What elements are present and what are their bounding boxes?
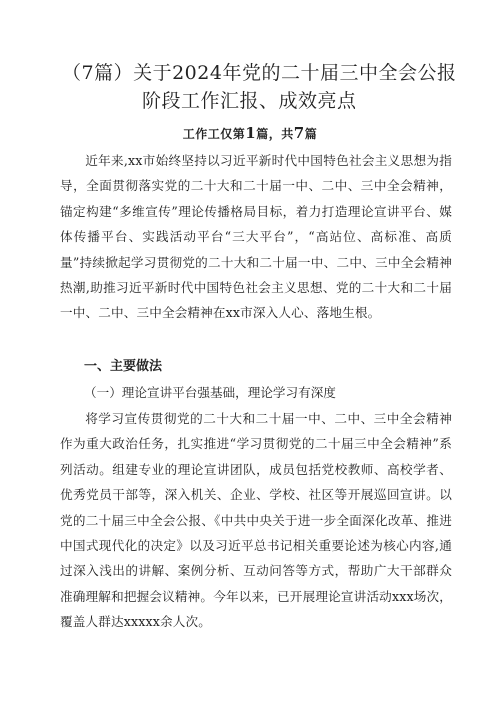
document-title-line-2: 阶段工作汇报、成效亮点 (142, 90, 357, 112)
meta-middle: 篇，共 (256, 127, 294, 141)
meta-prefix: 工作工仅第 (182, 127, 246, 141)
meta-page-number: 1 (245, 124, 257, 142)
meta-suffix: 篇 (304, 127, 318, 141)
intro-paragraph: 近年来,xx市始终坚持以习近平新时代中国特色社会主义思想为指导，全面贯彻落实党的二十大和二十届一中、二中、三中全会精神，锚定构建“多维宣传”理论传播格局目标，着力打造理论宣讲平台、媒体传播平台、实践活动平台“三大平台”，“高站位、高标准、高质量”持续掀起学习贯彻党的二十大和二十届一中、二中、三中全会精神热潮,助推习近平新时代中国特色社会主义思想、党的二十大和二十届一中、二中、三中全会精神在xx市深入人心、落地生根。 (60, 153, 452, 321)
body-paragraph: 将学习宣传贯彻党的二十大和二十届一中、二中、三中全会精神作为重大政治任务，扎实推进“学习贯彻党的二十届三中全会精神”系列活动。组建专业的理论宣讲团队，成员包括党校教师、高校学者、优秀党员干部等，深入机关、企业、学校、社区等开展巡回宣讲。以党的二十届三中全会公报、《中共中央关于进一步全面深化改革、推进中国式现代化的决定》以及习近平总书记相关重要论述为核心内容,通过深入浅出的讲解、案例分析、互动问答等方式，帮助广大干部群众准确理解和把握会议精神。今年以来，已开展理论宣讲活动xxx场次，覆盖人群达xxxxx余人次。 (60, 411, 452, 630)
document-meta (0, 124, 500, 142)
section-heading: 一、主要做法 (84, 359, 163, 374)
subsection-heading: （一）理论宣讲平台强基础，理论学习有深度 (84, 385, 336, 400)
meta-total-count: 7 (293, 124, 305, 142)
document-title-line-1: （7篇）关于2024年党的二十届三中全会公报 (62, 62, 457, 84)
